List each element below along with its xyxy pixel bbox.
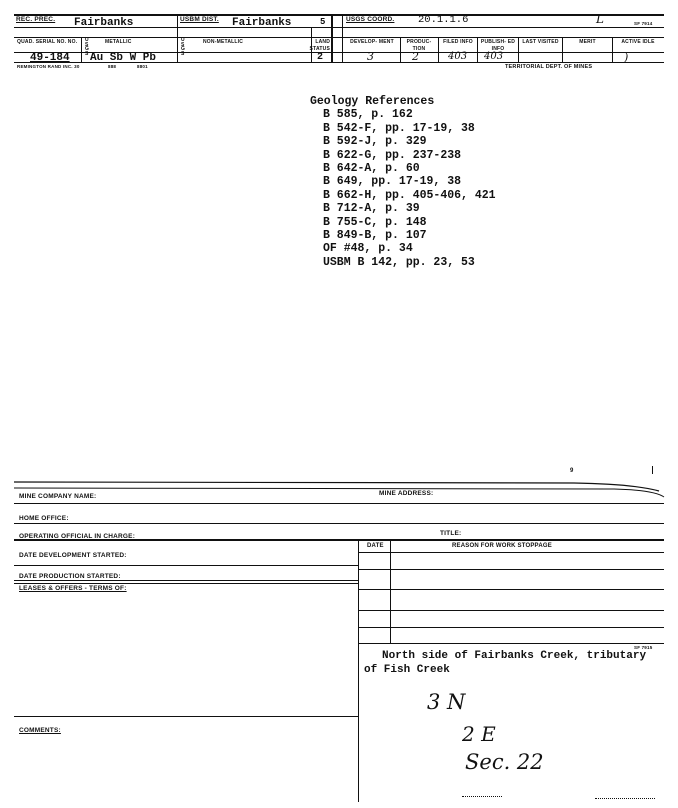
geology-reference-item: B 662-H, pp. 405-406, 421 <box>323 188 496 202</box>
handwritten-township: 3 N <box>427 690 466 714</box>
operating-official-label: OPERATING OFFICIAL IN CHARGE: <box>19 533 136 540</box>
development-value: 3 <box>367 50 374 63</box>
form-number-top: SF 7914 <box>634 21 653 26</box>
form-number-bottom: SF 7915 <box>634 645 653 650</box>
date-development-started-label: DATE DEVELOPMENT STARTED: <box>19 552 127 559</box>
rec-prec-label: REC. PREC. <box>16 16 56 23</box>
geology-reference-item: OF #48, p. 34 <box>323 242 413 256</box>
top-border-line <box>14 477 666 499</box>
stray-mark: 9 <box>570 468 574 474</box>
published-info-label: PUBLISH- ED INFO <box>480 39 516 52</box>
geology-reference-item: B 755-C, p. 148 <box>323 215 427 229</box>
geology-reference-item: B 849-B, p. 107 <box>323 229 427 243</box>
geology-reference-item: B 649, pp. 17-19, 38 <box>323 175 462 189</box>
remington-text: REMINGTON RAND INC. 30 <box>17 64 80 69</box>
usgs-letters-nonmetallic: U S G S <box>181 37 186 57</box>
filed-info-label: FILED INFO <box>443 39 473 45</box>
geology-reference-item: B 622-G, pp. 237-238 <box>323 148 462 162</box>
land-status-value: 2 <box>317 52 324 63</box>
usbm-dist-label: USBM DIST. <box>180 16 219 23</box>
remington-number-2: 8801 <box>137 64 148 69</box>
geology-reference-item: B 592-J, p. 329 <box>323 135 427 149</box>
production-value: 2 <box>412 50 419 63</box>
reason-header: REASON FOR WORK STOPPAGE <box>452 543 552 549</box>
home-office-label: HOME OFFICE: <box>19 515 69 522</box>
quad-serial-value: 49-184 <box>30 52 70 64</box>
mine-company-name-label: MINE COMPANY NAME: <box>19 493 97 500</box>
date-header: DATE <box>367 543 384 549</box>
geology-reference-item: USBM B 142, pp. 23, 53 <box>323 255 475 269</box>
non-metallic-label: NON-METALLIC <box>203 39 244 45</box>
usbm-dist-value: Fairbanks <box>232 17 292 29</box>
published-info-value: 403 <box>484 51 504 62</box>
location-text-line-2: of Fish Creek <box>364 664 450 676</box>
filed-info-value: 403 <box>448 51 468 62</box>
usgs-letters-metallic: U S G S <box>85 37 90 57</box>
date-production-started-label: DATE PRODUCTION STARTED: <box>19 573 121 580</box>
merit-label: MERIT <box>579 39 596 45</box>
rec-prec-value: Fairbanks <box>74 17 134 29</box>
geology-references <box>310 95 496 269</box>
geology-title: Geology References <box>310 95 435 108</box>
handwritten-section: Sec. 22 <box>465 750 544 774</box>
geology-reference-list <box>310 108 496 269</box>
development-label: DEVELOP- MENT <box>350 39 394 45</box>
geology-reference-item: B 542-F, pp. 17-19, 38 <box>323 121 475 135</box>
mid-digit: 5 <box>320 17 326 27</box>
metallic-value: Au Sb W Pb <box>90 52 157 64</box>
geology-reference-item: B 642-A, p. 60 <box>323 162 420 176</box>
mine-address-label: MINE ADDRESS: <box>379 490 434 497</box>
title-label: TITLE: <box>440 530 462 537</box>
production-label: PRODUC- TION <box>406 39 432 52</box>
territorial-text: TERRITORIAL DEPT. OF MINES <box>505 64 593 70</box>
last-visited-label: LAST VISITED <box>522 39 559 45</box>
active-idle-mark: ) <box>624 51 629 64</box>
geology-reference-item: B 712-A, p. 39 <box>323 202 420 216</box>
metallic-label: METALLIC <box>105 39 132 45</box>
handwritten-range: 2 E <box>462 722 496 746</box>
usgs-coord-value: 20.1.1.6 <box>418 14 469 26</box>
quad-serial-label: QUAD. SERIAL NO. NO. <box>17 39 78 45</box>
corner-mark: L <box>596 12 604 26</box>
geology-reference-item: B 585, p. 162 <box>323 108 413 122</box>
land-status-label: LAND STATUS <box>309 39 330 52</box>
location-text-line-1: North side of Fairbanks Creek, tributary <box>382 650 647 662</box>
leases-label: LEASES & OFFERS - TERMS OF: <box>19 585 127 592</box>
active-idle-label: ACTIVE IDLE <box>621 39 655 45</box>
comments-label: COMMENTS: <box>19 727 61 734</box>
remington-number-1: 888 <box>108 64 117 69</box>
usgs-coord-label: USGS COORD. <box>346 16 395 23</box>
